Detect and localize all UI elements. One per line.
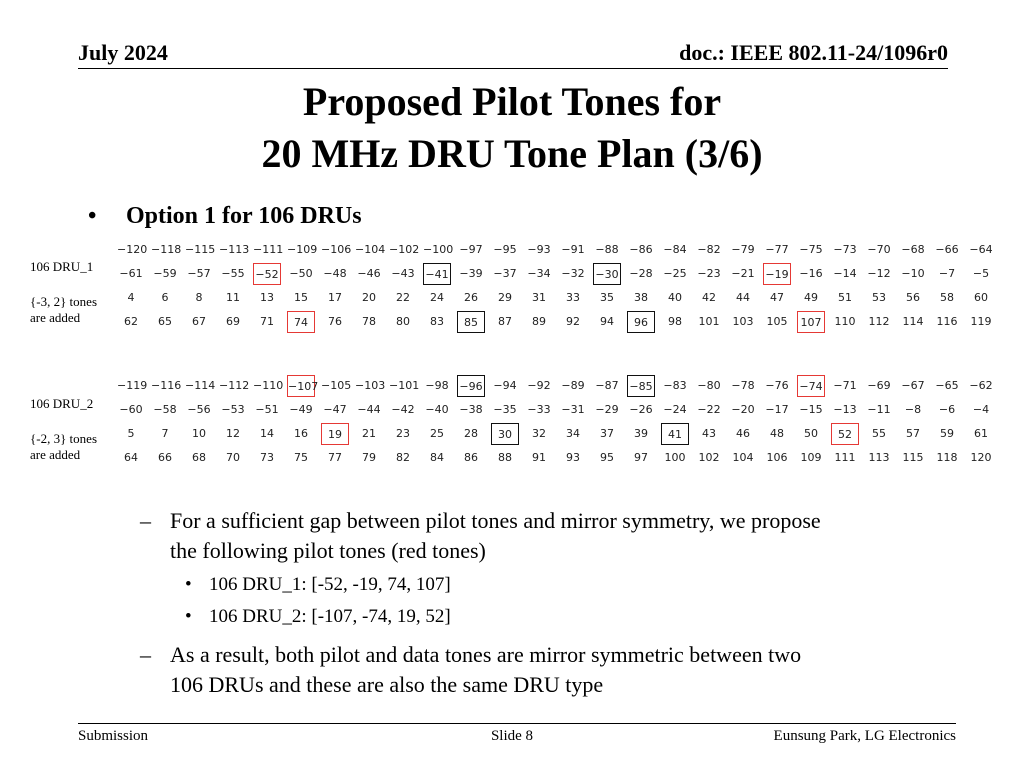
tone-cell: 77 [328,451,342,464]
pilot-tone-cell: 52 [831,423,859,445]
group-2-note-line-1: {-2, 3} tones [30,431,97,446]
tone-cell: −43 [391,267,415,280]
tone-cell: −53 [221,403,245,416]
tone-cell: 8 [195,291,203,304]
tone-cell: 47 [770,291,784,304]
tone-cell: 55 [872,427,886,440]
pilot-list-dru2 [185,605,451,629]
tone-cell: −111 [253,243,284,256]
tone-cell: −69 [867,379,891,392]
sub-point-2-line-1: As a result, both pilot and data tones are mirror symmetric between two [170,642,802,667]
sub-point-1-line-2: the following pilot tones (red tones) [170,538,486,563]
sub-point-2-line-2: 106 DRUs and these are also the same DRU type [170,672,604,697]
tone-cell: −33 [527,403,551,416]
tone-row [114,262,998,286]
tone-cell: −84 [663,243,687,256]
tone-cell: −67 [901,379,925,392]
tone-cell: −105 [321,379,352,392]
tone-cell: 66 [158,451,172,464]
tone-cell: −110 [253,379,284,392]
tone-cell: 33 [566,291,580,304]
tone-row [114,238,998,262]
tone-cell: −8 [904,403,922,416]
tone-cell: 67 [192,315,206,328]
group-1-name: 106 DRU_1 [30,259,94,274]
tone-cell: −57 [187,267,211,280]
tone-row [114,310,998,334]
tone-cell: −65 [935,379,959,392]
tone-cell: −120 [117,243,148,256]
tone-row [114,286,998,310]
tone-cell: −40 [425,403,449,416]
tone-cell: −47 [323,403,347,416]
tone-cell: 20 [362,291,376,304]
tone-cell: 62 [124,315,138,328]
tone-cell: −34 [527,267,551,280]
tone-cell: 120 [970,451,992,464]
tone-cell: −82 [697,243,721,256]
tone-cell: −118 [151,243,182,256]
tone-cell: 64 [124,451,138,464]
tone-cell: −4 [972,403,990,416]
tone-cell: −77 [765,243,789,256]
tone-cell: −97 [459,243,483,256]
tone-cell: 56 [906,291,920,304]
tone-cell: 40 [668,291,682,304]
tone-cell: 79 [362,451,376,464]
tone-grid-dru2 [114,374,998,470]
title-line-1: Proposed Pilot Tones for [302,79,722,124]
tone-cell: 15 [294,291,308,304]
boxed-tone-cell: −85 [627,375,655,397]
tone-cell: −76 [765,379,789,392]
tone-cell: 37 [600,427,614,440]
tone-cell: −73 [833,243,857,256]
tone-cell: 34 [566,427,580,440]
tone-cell: −5 [972,267,990,280]
tone-cell: 110 [834,315,856,328]
tone-cell: 105 [766,315,788,328]
tone-cell: 12 [226,427,240,440]
group-2-note [30,431,97,463]
tone-cell: 6 [161,291,169,304]
tone-cell: 46 [736,427,750,440]
tone-cell: −35 [493,403,517,416]
tone-cell: 38 [634,291,648,304]
tone-cell: −7 [938,267,956,280]
boxed-tone-cell: 85 [457,311,485,333]
footer-author: Eunsung Park, LG Electronics [773,728,956,744]
tone-cell: 24 [430,291,444,304]
tone-cell: −66 [935,243,959,256]
boxed-tone-cell: 96 [627,311,655,333]
tone-cell: 92 [566,315,580,328]
tone-cell: −28 [629,267,653,280]
tone-cell: 68 [192,451,206,464]
tone-cell: −101 [389,379,420,392]
tone-cell: 87 [498,315,512,328]
tone-cell: −56 [187,403,211,416]
boxed-tone-cell: −30 [593,263,621,285]
tone-cell: −31 [561,403,585,416]
tone-cell: 101 [698,315,720,328]
tone-cell: 73 [260,451,274,464]
tone-cell: −42 [391,403,415,416]
tone-cell: 119 [970,315,992,328]
tone-cell: −48 [323,267,347,280]
tone-cell: 118 [936,451,958,464]
pilot-list-dru2-text: 106 DRU_2: [-107, -74, 19, 52] [209,606,451,627]
tone-cell: −44 [357,403,381,416]
tone-cell: 111 [834,451,856,464]
slide-title [0,76,1024,180]
tone-cell: 116 [936,315,958,328]
tone-cell: −12 [867,267,891,280]
tone-cell: −29 [595,403,619,416]
tone-cell: −60 [119,403,143,416]
tone-cell: 102 [698,451,720,464]
tone-cell: −94 [493,379,517,392]
tone-cell: 57 [906,427,920,440]
group-1-note-line-2: are added [30,310,81,325]
tone-cell: 49 [804,291,818,304]
tone-cell: −102 [389,243,420,256]
tone-cell: −106 [321,243,352,256]
dot-1: • [185,574,192,595]
tone-cell: 115 [902,451,924,464]
tone-cell: −20 [731,403,755,416]
tone-cell: −119 [117,379,148,392]
boxed-tone-cell: −96 [457,375,485,397]
tone-cell: −103 [355,379,386,392]
header-doc-id: doc.: IEEE 802.11-24/1096r0 [679,40,948,65]
tone-cell: −13 [833,403,857,416]
tone-cell: 16 [294,427,308,440]
tone-cell: −89 [561,379,585,392]
tone-cell: −10 [901,267,925,280]
tone-cell: −78 [731,379,755,392]
tone-cell: −11 [867,403,891,416]
tone-row [114,422,998,446]
pilot-list-dru1 [185,573,451,597]
tone-cell: −6 [938,403,956,416]
tone-cell: 69 [226,315,240,328]
tone-cell: 93 [566,451,580,464]
tone-cell: 100 [664,451,686,464]
tone-cell: −109 [287,243,318,256]
tone-cell: 42 [702,291,716,304]
tone-cell: −98 [425,379,449,392]
tone-cell: 95 [600,451,614,464]
footer-rule [78,723,956,724]
header-rule [78,68,948,69]
tone-cell: −26 [629,403,653,416]
pilot-tone-cell: 19 [321,423,349,445]
tone-cell: 83 [430,315,444,328]
tone-cell: 84 [430,451,444,464]
tone-cell: 44 [736,291,750,304]
tone-cell: 10 [192,427,206,440]
boxed-tone-cell: −41 [423,263,451,285]
tone-cell: −21 [731,267,755,280]
tone-cell: −49 [289,403,313,416]
tone-cell: −80 [697,379,721,392]
tone-cell: −25 [663,267,687,280]
tone-cell: −37 [493,267,517,280]
tone-cell: −115 [185,243,216,256]
tone-cell: 25 [430,427,444,440]
tone-cell: 58 [940,291,954,304]
tone-row [114,374,998,398]
tone-cell: −92 [527,379,551,392]
pilot-tone-cell: −19 [763,263,791,285]
tone-cell: 94 [600,315,614,328]
tone-cell: −104 [355,243,386,256]
tone-cell: 70 [226,451,240,464]
tone-cell: −68 [901,243,925,256]
tone-cell: 88 [498,451,512,464]
dot-2: • [185,606,192,627]
tone-cell: 39 [634,427,648,440]
tone-cell: 91 [532,451,546,464]
tone-cell: 106 [766,451,788,464]
tone-row [114,446,998,470]
tone-cell: −14 [833,267,857,280]
tone-cell: −61 [119,267,143,280]
tone-cell: −75 [799,243,823,256]
bullet-symbol: • [88,203,97,229]
tone-cell: 113 [868,451,890,464]
sub-point-1-line-1: For a sufficient gap between pilot tones and mirror symmetry, we propose [170,508,821,533]
tone-cell: −17 [765,403,789,416]
tone-cell: 28 [464,427,478,440]
tone-cell: 23 [396,427,410,440]
tone-cell: −114 [185,379,216,392]
tone-cell: 109 [800,451,822,464]
tone-cell: 21 [362,427,376,440]
group-2-name: 106 DRU_2 [30,396,94,411]
tone-cell: −113 [219,243,250,256]
tone-cell: 112 [868,315,890,328]
tone-cell: 17 [328,291,342,304]
tone-cell: 98 [668,315,682,328]
tone-cell: 13 [260,291,274,304]
tone-cell: 61 [974,427,988,440]
tone-cell: −91 [561,243,585,256]
tone-cell: −59 [153,267,177,280]
tone-cell: −79 [731,243,755,256]
tone-cell: −39 [459,267,483,280]
main-bullet [88,203,362,230]
tone-cell: −83 [663,379,687,392]
tone-cell: 75 [294,451,308,464]
pilot-tone-cell: −52 [253,263,281,285]
tone-cell: 76 [328,315,342,328]
tone-cell: −100 [423,243,454,256]
tone-cell: −112 [219,379,250,392]
tone-cell: 59 [940,427,954,440]
tone-cell: 86 [464,451,478,464]
tone-cell: 32 [532,427,546,440]
tone-cell: −32 [561,267,585,280]
tone-cell: −86 [629,243,653,256]
tone-cell: −22 [697,403,721,416]
tone-cell: 35 [600,291,614,304]
tone-cell: 14 [260,427,274,440]
tone-cell: 26 [464,291,478,304]
footer-submission: Submission [78,728,149,744]
tone-cell: −24 [663,403,687,416]
tone-cell: −55 [221,267,245,280]
tone-cell: −51 [255,403,279,416]
sub-point-2 [140,640,802,700]
tone-cell: 60 [974,291,988,304]
tone-cell: 82 [396,451,410,464]
tone-cell: 103 [732,315,754,328]
header-date: July 2024 [78,40,168,65]
tone-cell: −87 [595,379,619,392]
pilot-tone-cell: −107 [287,375,315,397]
boxed-tone-cell: 41 [661,423,689,445]
tone-cell: −71 [833,379,857,392]
tone-cell: −46 [357,267,381,280]
tone-row [114,398,998,422]
pilot-tone-cell: −74 [797,375,825,397]
boxed-tone-cell: 30 [491,423,519,445]
tone-cell: 71 [260,315,274,328]
tone-cell: −70 [867,243,891,256]
tone-cell: −58 [153,403,177,416]
tone-cell: −64 [969,243,993,256]
tone-cell: −38 [459,403,483,416]
tone-cell: 65 [158,315,172,328]
title-line-2: 20 MHz DRU Tone Plan (3/6) [261,131,763,176]
pilot-list-dru1-text: 106 DRU_1: [-52, -19, 74, 107] [209,574,451,595]
pilot-tone-cell: 107 [797,311,825,333]
tone-cell: −15 [799,403,823,416]
tone-cell: −93 [527,243,551,256]
sub-point-1 [140,506,821,566]
tone-cell: 43 [702,427,716,440]
tone-cell: −23 [697,267,721,280]
tone-cell: −95 [493,243,517,256]
tone-cell: 114 [902,315,924,328]
tone-cell: 4 [127,291,135,304]
tone-cell: 89 [532,315,546,328]
tone-cell: −16 [799,267,823,280]
tone-cell: 22 [396,291,410,304]
tone-cell: 50 [804,427,818,440]
tone-cell: 5 [127,427,135,440]
tone-cell: 78 [362,315,376,328]
tone-cell: 104 [732,451,754,464]
tone-cell: −88 [595,243,619,256]
tone-cell: 7 [161,427,169,440]
footer-slide-number: Slide 8 [490,728,534,744]
group-2-note-line-2: are added [30,447,81,462]
group-1-note-line-1: {-3, 2} tones [30,294,97,309]
tone-cell: 97 [634,451,648,464]
tone-cell: −116 [151,379,182,392]
tone-cell: 11 [226,291,240,304]
bullet-text: Option 1 for 106 DRUs [126,203,362,229]
tone-cell: 51 [838,291,852,304]
tone-grid-dru1 [114,238,998,334]
group-1-note [30,294,97,326]
tone-cell: −62 [969,379,993,392]
dash-1: – [140,508,151,533]
tone-cell: 80 [396,315,410,328]
tone-cell: 29 [498,291,512,304]
tone-cell: −50 [289,267,313,280]
tone-cell: 31 [532,291,546,304]
pilot-tone-cell: 74 [287,311,315,333]
tone-cell: 53 [872,291,886,304]
tone-cell: 48 [770,427,784,440]
dash-2: – [140,642,151,667]
